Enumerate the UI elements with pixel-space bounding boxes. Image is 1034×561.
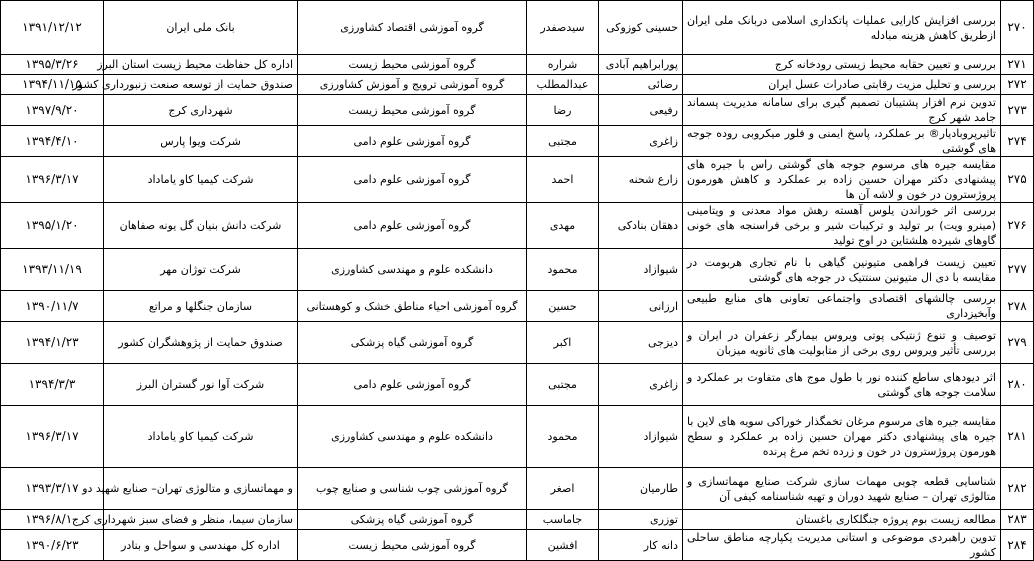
- researcher-first-name-cell: محمود: [527, 406, 599, 468]
- partner-organization-cell: سازمان سیما، منظر و فضای سبز شهرداری کرج: [104, 510, 298, 530]
- researcher-first-name-cell: جاماسب: [527, 510, 599, 530]
- researcher-first-name-cell: افشین: [527, 530, 599, 561]
- partner-organization-cell: شرکت توژان مهر: [104, 249, 298, 291]
- row-number-cell: ۲۷۳: [1001, 95, 1034, 126]
- project-title-cell: تاثیرپروبادیار® بر عملکرد، پاسخ ایمنی و فلور میکروبی روده جوجه های گوشتی: [683, 126, 1001, 157]
- row-number-cell: ۲۷۲: [1001, 75, 1034, 95]
- contract-date-cell: ۱۳۹۷/۹/۲۰: [1, 95, 104, 126]
- row-number-cell: ۲۷۹: [1001, 322, 1034, 364]
- table-row: [1, 126, 1034, 157]
- project-title-cell: مقایسه جیره های مرسوم مرغان تخمگذار خوراکی سویه های لاین با جیره های پیشنهادی دکتر مهران حسین زاده بر عملکرد و سطح هورمون پروژسترون در خون و زرده تخم مرغ پرنده: [683, 406, 1001, 468]
- partner-organization-cell: اداره کل حفاظت محیط زیست استان البرز: [104, 55, 298, 75]
- row-number-cell: ۲۷۰: [1001, 1, 1034, 55]
- table-row: [1, 1, 1034, 55]
- row-number-cell: ۲۸۱: [1001, 406, 1034, 468]
- table-row: [1, 322, 1034, 364]
- department-group-cell: گروه آموزشی اقتصاد کشاورزی: [298, 1, 527, 55]
- department-group-cell: گروه آموزشی علوم دامی: [298, 157, 527, 203]
- contract-date-cell: ۱۳۹۶/۳/۱۷: [1, 157, 104, 203]
- partner-organization-cell: شرکت کیمیا کاو یاماداد: [104, 406, 298, 468]
- researcher-first-name-cell: مهدی: [527, 203, 599, 249]
- table-row: [1, 95, 1034, 126]
- row-number-cell: ۲۷۵: [1001, 157, 1034, 203]
- table-row: [1, 55, 1034, 75]
- department-group-cell: گروه آموزشی علوم دامی: [298, 126, 527, 157]
- researcher-family-name-cell: پورابراهیم آبادی: [599, 55, 683, 75]
- department-group-cell: گروه آموزشی علوم دامی: [298, 203, 527, 249]
- researcher-family-name-cell: توزری: [599, 510, 683, 530]
- researcher-first-name-cell: مجتبی: [527, 126, 599, 157]
- table-row: [1, 510, 1034, 530]
- department-group-cell: گروه آموزشی گیاه پزشکی: [298, 510, 527, 530]
- table-row: [1, 468, 1034, 510]
- researcher-first-name-cell: حسین: [527, 291, 599, 322]
- project-title-cell: تدوین نرم افزار پشتیبان تصمیم گیری برای سامانه مدیریت پسماند جامد شهر کرج: [683, 95, 1001, 126]
- partner-organization-cell: شهرداری کرج: [104, 95, 298, 126]
- partner-organization-cell: شرکت کیمیا کاو یاماداد: [104, 157, 298, 203]
- department-group-cell: گروه آموزشی ترویج و آموزش کشاورزی: [298, 75, 527, 95]
- row-number-cell: ۲۷۴: [1001, 126, 1034, 157]
- contract-date-cell: ۱۳۹۰/۱۱/۷: [1, 291, 104, 322]
- department-group-cell: گروه آموزشی محیط زیست: [298, 530, 527, 561]
- project-title-cell: تعیین زیست فراهمی متیونین گیاهی با نام تجاری هربومت در مقایسه با دی ال متیونین سنتتیک در جوجه های گوشتی: [683, 249, 1001, 291]
- project-title-cell: بررسی و تحلیل مزیت رقابتی صادرات عسل ایران: [683, 75, 1001, 95]
- partner-organization-cell: بانک ملی ایران: [104, 1, 298, 55]
- department-group-cell: گروه آموزشی علوم دامی: [298, 364, 527, 406]
- project-title-cell: مطالعه زیست بوم پروژه جنگلکاری باغستان: [683, 510, 1001, 530]
- researcher-family-name-cell: حسینی کوزوکی: [599, 1, 683, 55]
- partner-organization-cell: شرکت ویوا پارس: [104, 126, 298, 157]
- table-row: [1, 249, 1034, 291]
- researcher-family-name-cell: دانه کار: [599, 530, 683, 561]
- table-row: [1, 406, 1034, 468]
- researcher-family-name-cell: شیوازاد: [599, 406, 683, 468]
- contract-date-cell: ۱۳۹۴/۴/۱۰: [1, 126, 104, 157]
- row-number-cell: ۲۷۷: [1001, 249, 1034, 291]
- contract-date-cell: ۱۳۹۴/۳/۳: [1, 364, 104, 406]
- table-row: [1, 530, 1034, 561]
- researcher-family-name-cell: رضائی: [599, 75, 683, 95]
- partner-organization-cell: صندوق حمایت از توسعه صنعت زنبورداری کشور: [104, 75, 298, 95]
- department-group-cell: گروه آموزشی چوب شناسی و صنایع چوب: [298, 468, 527, 510]
- project-title-cell: بررسی اثر خوراندن یلوس آهسته رهش مواد معدنی و ویتامینی (مینرو ویت) بر تولید و ترکیبات شیر و برخی فراسنجه های خونی گاوهای شیرده هلشتاین در اوج تولید: [683, 203, 1001, 249]
- project-title-cell: اثر دیودهای ساطع کننده نور با طول موج های متفاوت بر عملکرد و سلامت جوجه های گوشتی: [683, 364, 1001, 406]
- contract-date-cell: ۱۳۹۴/۱۱/۱۵: [1, 75, 104, 95]
- contract-date-cell: ۱۳۹۵/۱/۲۰: [1, 203, 104, 249]
- project-title-cell: بررسی چالشهای اقتصادی واجتماعی تعاونی های منابع طبیعی وآبخیزداری: [683, 291, 1001, 322]
- researcher-family-name-cell: شیوازاد: [599, 249, 683, 291]
- researcher-family-name-cell: زاغری: [599, 364, 683, 406]
- department-group-cell: دانشکده علوم و مهندسی کشاورزی: [298, 406, 527, 468]
- researcher-first-name-cell: سیدصفدر: [527, 1, 599, 55]
- table-row: [1, 364, 1034, 406]
- partner-organization-cell: شرکت آوا نور گستران البرز: [104, 364, 298, 406]
- department-group-cell: دانشکده علوم و مهندسی کشاورزی: [298, 249, 527, 291]
- researcher-family-name-cell: دهقان بنادکی: [599, 203, 683, 249]
- partner-organization-cell: شرکت دانش بنیان گل یونه صفاهان: [104, 203, 298, 249]
- partner-organization-cell: اداره کل مهندسی و سواحل و بنادر: [104, 530, 298, 561]
- department-group-cell: گروه آموزشی محیط زیست: [298, 95, 527, 126]
- contract-date-cell: ۱۳۹۳/۳/۱۷: [1, 468, 104, 510]
- researcher-family-name-cell: طارمیان: [599, 468, 683, 510]
- project-title-cell: توصیف و تنوع ژنتیکی پوتی ویروس بیمارگر زعفران در ایران و بررسی تأثیر ویروس روی برخی از متابولیت های ثانویه میزبان: [683, 322, 1001, 364]
- contract-date-cell: ۱۳۹۰/۶/۲۳: [1, 530, 104, 561]
- contract-date-cell: ۱۳۹۴/۱/۲۳: [1, 322, 104, 364]
- researcher-first-name-cell: محمود: [527, 249, 599, 291]
- row-number-cell: ۲۷۱: [1001, 55, 1034, 75]
- contract-date-cell: ۱۳۹۱/۱۲/۱۲: [1, 1, 104, 55]
- researcher-first-name-cell: عبدالمطلب: [527, 75, 599, 95]
- contract-date-cell: ۱۳۹۵/۳/۲۶: [1, 55, 104, 75]
- researcher-first-name-cell: احمد: [527, 157, 599, 203]
- contract-date-cell: ۱۳۹۶/۳/۱۷: [1, 406, 104, 468]
- researcher-family-name-cell: ارزانی: [599, 291, 683, 322]
- researcher-family-name-cell: زارع شحنه: [599, 157, 683, 203]
- researcher-family-name-cell: رفیعی: [599, 95, 683, 126]
- project-title-cell: بررسی و تعیین حقابه محیط زیستی رودخانه کرج: [683, 55, 1001, 75]
- row-number-cell: ۲۸۴: [1001, 530, 1034, 561]
- contract-date-cell: ۱۳۹۳/۱۱/۱۹: [1, 249, 104, 291]
- table-row: [1, 157, 1034, 203]
- project-title-cell: بررسی افزایش کارایی عملیات پاتکداری اسلامی دربانک ملی ایران ازطریق کاهش هزینه مبادله: [683, 1, 1001, 55]
- table-row: [1, 75, 1034, 95]
- project-title-cell: تدوین راهبردی موضوعی و استانی مدیریت یکپارچه مناطق ساحلی کشور: [683, 530, 1001, 561]
- department-group-cell: گروه آموزشی احیاء مناطق خشک و کوهستانی: [298, 291, 527, 322]
- row-number-cell: ۲۸۳: [1001, 510, 1034, 530]
- partner-organization-cell: و مهماتسازی و متالوژی تهران– صنایع شهید دو: [104, 468, 298, 510]
- partner-organization-cell: صندوق حمایت از پژوهشگران کشور: [104, 322, 298, 364]
- project-title-cell: شناسایی قطعه چوبی مهمات سازی شرکت صنایع مهماتسازی و متالوژی تهران – صنایع شهید دوران و تهیه شناسنامه کیفی آن: [683, 468, 1001, 510]
- department-group-cell: گروه آموزشی گیاه پزشکی: [298, 322, 527, 364]
- researcher-family-name-cell: دیزجی: [599, 322, 683, 364]
- researcher-first-name-cell: اکبر: [527, 322, 599, 364]
- partner-organization-cell: سازمان جنگلها و مراتع: [104, 291, 298, 322]
- row-number-cell: ۲۷۶: [1001, 203, 1034, 249]
- row-number-cell: ۲۸۰: [1001, 364, 1034, 406]
- department-group-cell: گروه آموزشی محیط زیست: [298, 55, 527, 75]
- researcher-first-name-cell: رضا: [527, 95, 599, 126]
- researcher-first-name-cell: اصغر: [527, 468, 599, 510]
- contract-date-cell: ۱۳۹۶/۸/۱۰: [1, 510, 104, 530]
- row-number-cell: ۲۷۸: [1001, 291, 1034, 322]
- table-row: [1, 203, 1034, 249]
- researcher-first-name-cell: مجتبی: [527, 364, 599, 406]
- researcher-first-name-cell: شراره: [527, 55, 599, 75]
- row-number-cell: ۲۸۲: [1001, 468, 1034, 510]
- project-title-cell: مقایسه جیره های مرسوم جوجه های گوشتی راس با جیره های پیشنهادی دکتر مهران حسین زاده بر عملکرد و کاهش هورمون پروژسترون در خون و لاشه آن ها: [683, 157, 1001, 203]
- table-row: [1, 291, 1034, 322]
- researcher-family-name-cell: زاغری: [599, 126, 683, 157]
